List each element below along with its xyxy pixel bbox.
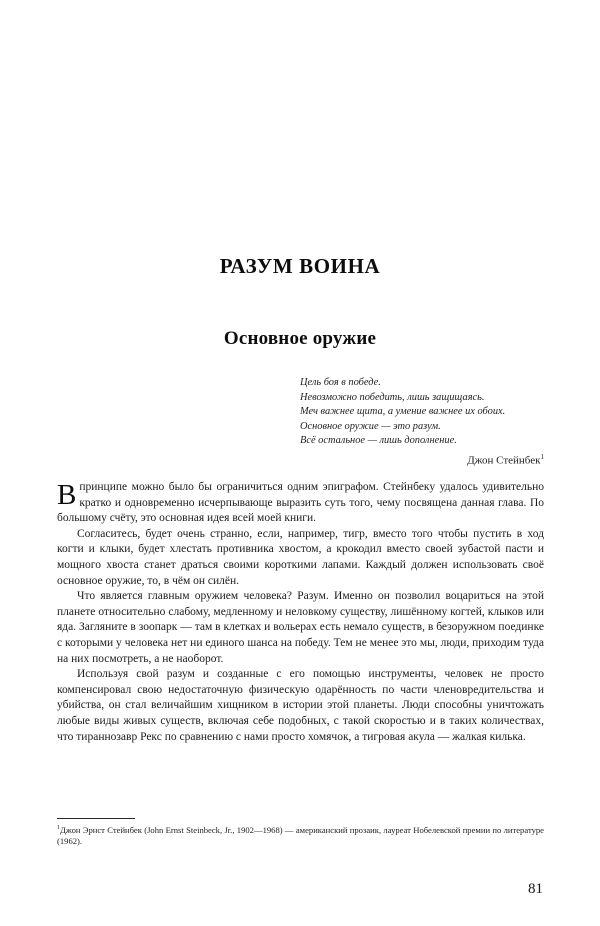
footnote-marker: 1 bbox=[57, 825, 60, 831]
footnote-separator-rule bbox=[57, 818, 135, 819]
paragraph: Что является главным оружием человека? Разум. Именно он позволил воцариться на этой планете относительно слабому, медленному и неловкому существу, лишённому когтей, клыков или яда. Загляните в зоопарк — там в клетках и вольерах есть немало существ, в безоружном поединке с которыми у человека нет ни единого шанса на победу. Тем не менее это мы, люди, приходим туда на них посмотреть, а не наоборот. bbox=[57, 590, 544, 665]
epigraph-line: Меч важнее щита, а умение важнее их обоих. bbox=[300, 406, 506, 418]
chapter-title: РАЗУМ ВОИНА bbox=[219, 254, 381, 279]
footnote-text bbox=[57, 823, 544, 848]
paragraph: Согласитесь, будет очень странно, если, например, тигр, вместо того чтобы пустить в ход когти и клыки, будет хлестать противника хвостом, а крокодил вместо своей зубастой пасти и мощного хвоста станет драться своими короткими лапами. Каждый должен использовать своё основное оружие, то, в чём он силён. bbox=[57, 527, 544, 587]
epigraph-attribution bbox=[300, 453, 544, 467]
epigraph-line: Всё остальное — лишь дополнение. bbox=[300, 435, 457, 447]
paragraph: Используя свой разум и созданные с его помощью инструменты, человек не просто компенсировал свою недостаточную физическую одарённость по части членовредительства и убийства, он стал величайшим хищником в истории этой планеты. Люди способны уничтожать любые виды живых существ, включая себе подобных, с такой скоростью и в таких количествах, что тираннозавр Рекс по сравнению с нами просто хомячок, а тигровая акула — жалкая килька. bbox=[57, 668, 544, 743]
footnote bbox=[57, 818, 544, 848]
section-title: Основное оружие bbox=[223, 327, 377, 349]
epigraph-line: Цель боя в победе. bbox=[300, 377, 381, 388]
epigraph-line: Невозможно победить, лишь защищаясь. bbox=[300, 391, 485, 403]
footnote-body: Джон Эрнст Стейнбек (John Ernst Steinbeck, Jr., 1902—1968) — американский прозаик, лауреат Нобелевской премии по литературе (1962). bbox=[57, 824, 544, 847]
paragraph-text: принципе можно было бы ограничиться одним эпиграфом. Стейнбеку удалось удивительно кратко и одновременно исчерпывающе выразить суть того, чему посвящена данная глава. По большому счёту, это основная идея всей моей книги. bbox=[57, 481, 544, 525]
page-number: 81 bbox=[528, 881, 543, 897]
paragraph bbox=[57, 480, 544, 527]
epigraph-line: Основное оружие — это разум. bbox=[300, 420, 441, 432]
drop-cap: В bbox=[57, 479, 77, 511]
footnote-reference-marker[interactable]: 1 bbox=[540, 453, 544, 461]
epigraph bbox=[300, 376, 544, 449]
epigraph-author: Джон Стейнбек bbox=[467, 454, 541, 467]
body-text-column bbox=[57, 480, 544, 745]
